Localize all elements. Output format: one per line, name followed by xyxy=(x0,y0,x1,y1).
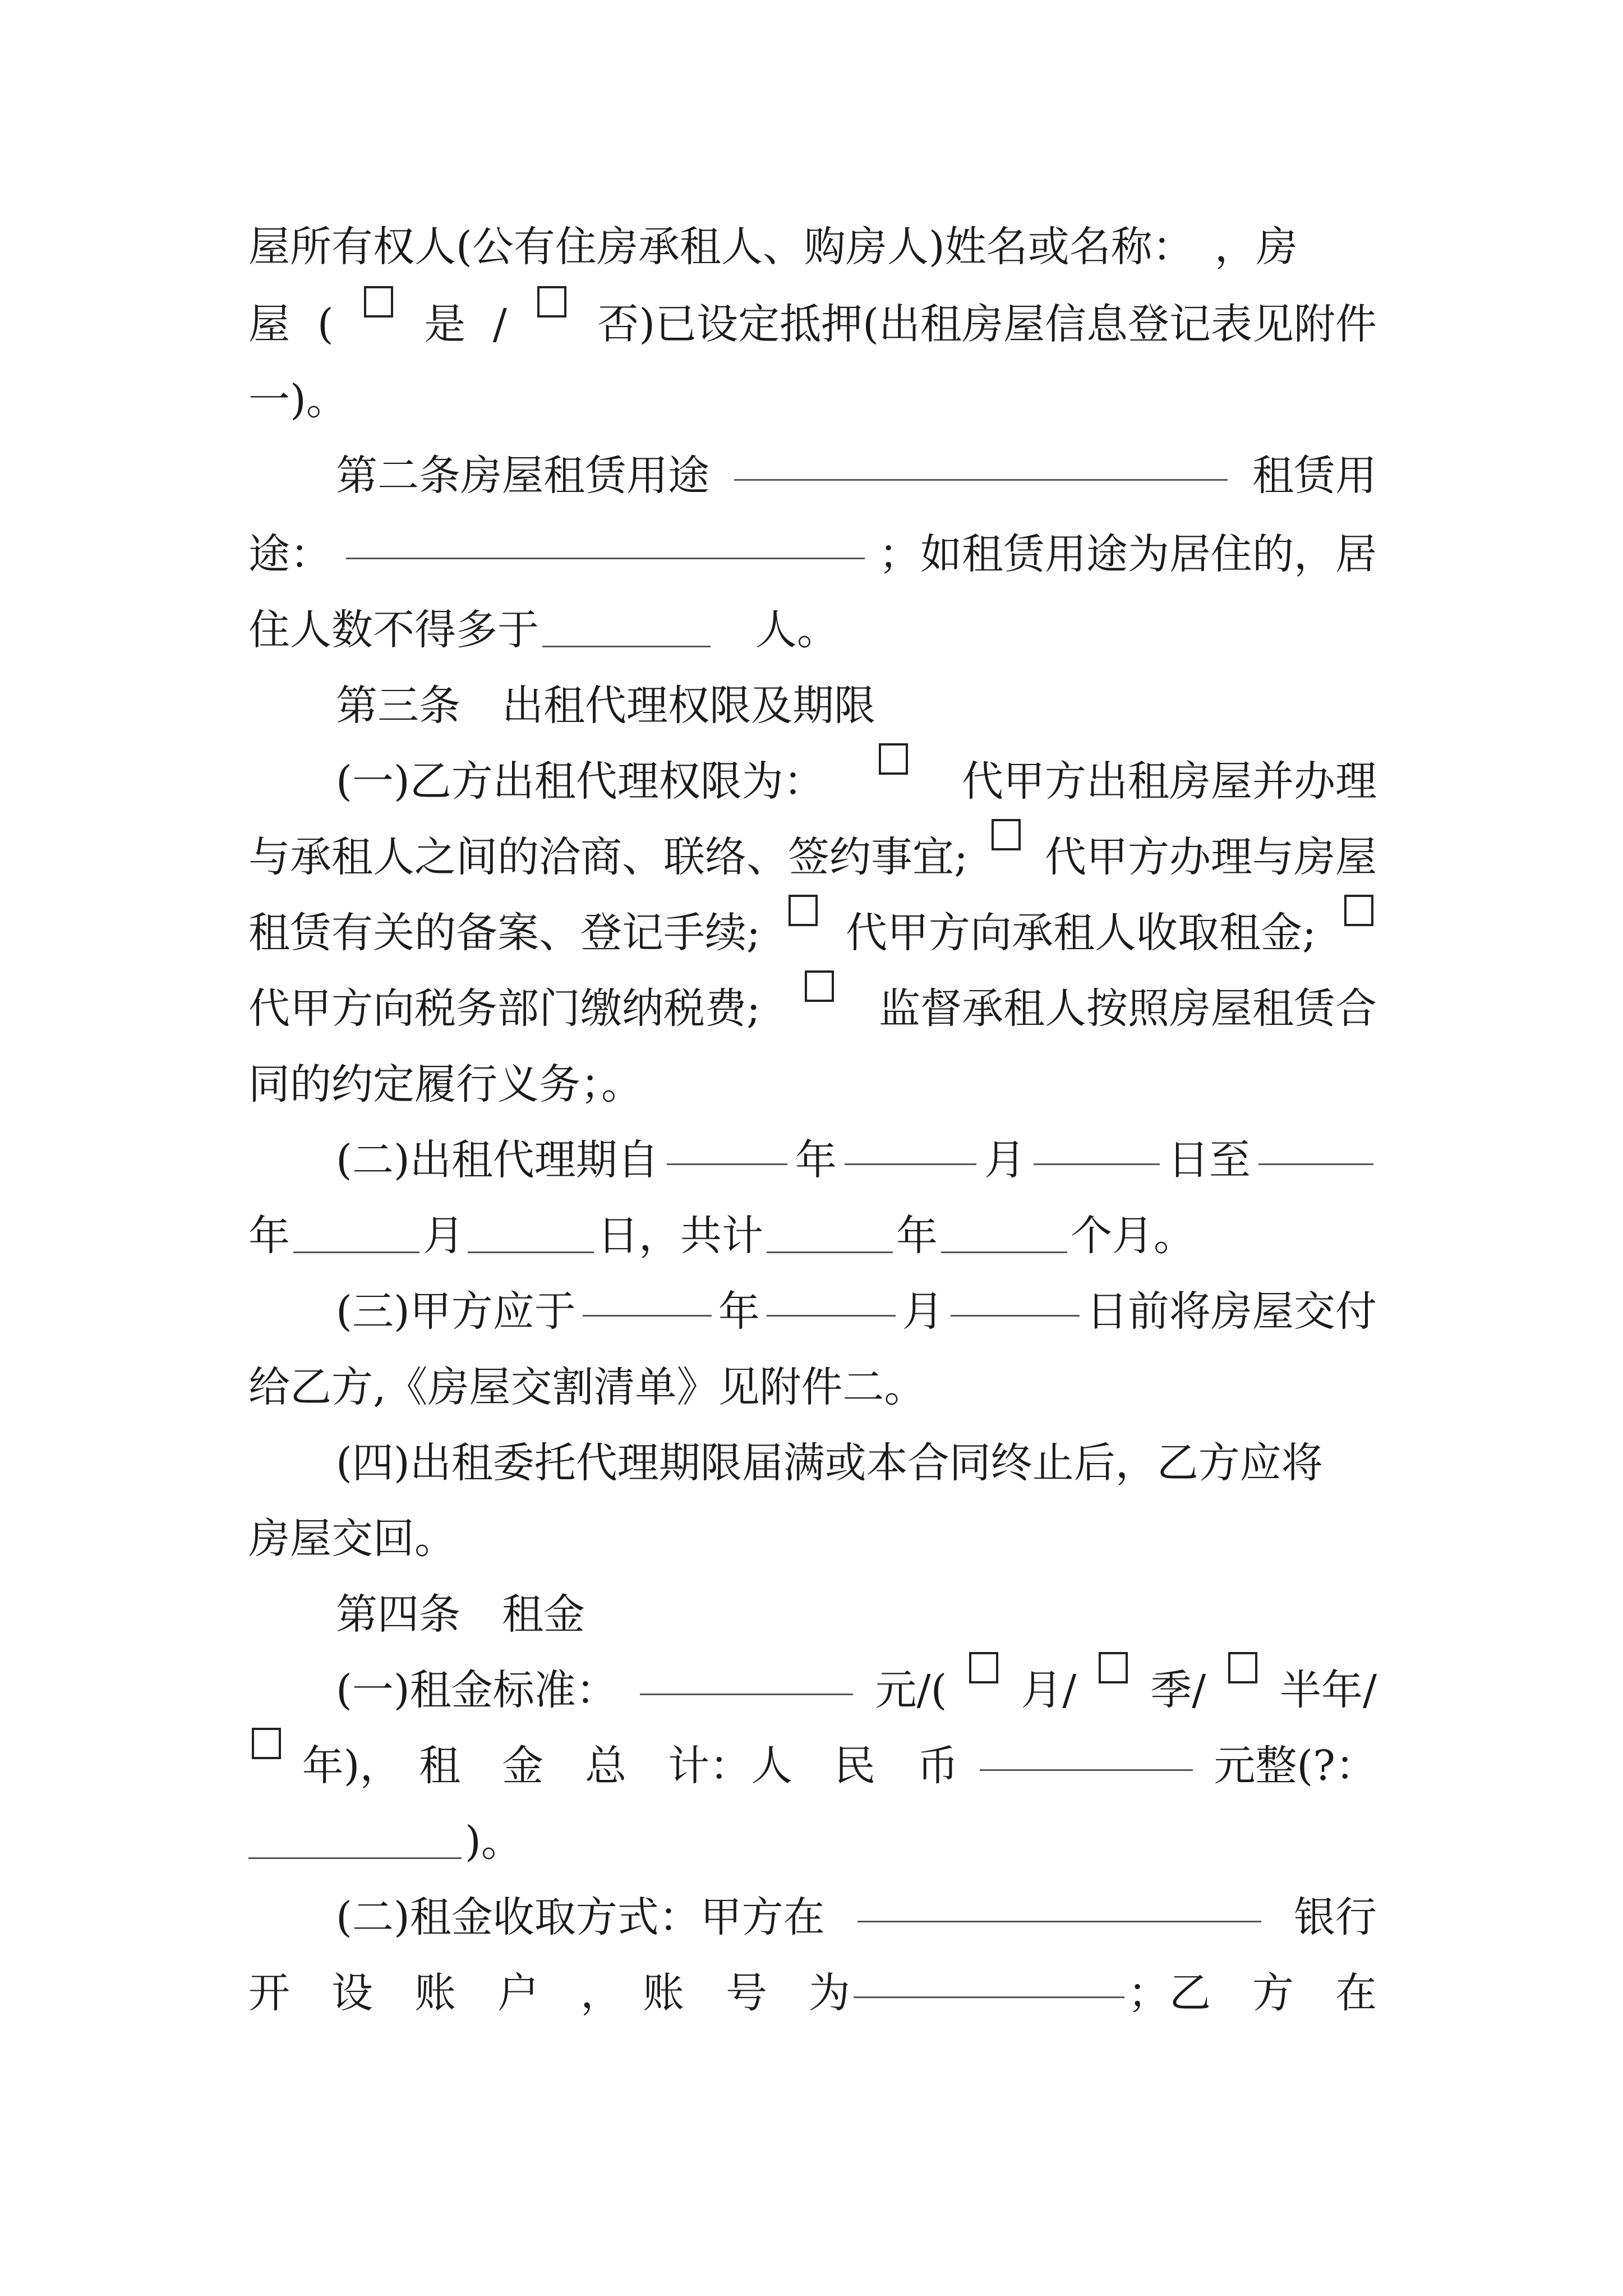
article3-text: 与承租人之间的洽商、联络、签约事宜; xyxy=(248,833,968,881)
article3-text: 日至 xyxy=(1167,1136,1251,1184)
article3-text: 代甲方出租房屋并办理 xyxy=(962,757,1377,806)
article3-text: (二)出租代理期自 xyxy=(336,1136,659,1184)
blank-field[interactable] xyxy=(542,604,711,647)
article3-p1-line-1 xyxy=(336,743,1377,820)
article3-text: (四)出租委托代理期限届满或本合同终止后，乙方应将 xyxy=(336,1439,1323,1487)
intro-text-3: 一)。 xyxy=(248,376,348,424)
blank-field[interactable] xyxy=(346,516,865,559)
blank-field[interactable] xyxy=(767,1273,896,1317)
article4-text: 元/( xyxy=(875,1666,947,1714)
article3-p2-line-2 xyxy=(248,1198,1377,1274)
article3-text: 代甲方向税务部门缴纳税费; xyxy=(248,984,760,1033)
article3-p3-line-1 xyxy=(336,1273,1377,1350)
article4-text: )。 xyxy=(465,1818,523,1866)
article3-text: 个月。 xyxy=(1071,1212,1195,1260)
checkbox-icon[interactable] xyxy=(1228,1652,1257,1683)
blank-field[interactable] xyxy=(293,1210,419,1253)
article3-text: 代甲方向承租人收取租金; xyxy=(846,909,1316,957)
article4-p1-line-3 xyxy=(248,1803,1377,1880)
blank-field[interactable] xyxy=(980,1728,1193,1771)
article3-p1-line-2 xyxy=(248,819,1377,896)
intro-line-2 xyxy=(248,286,1377,363)
article4-p2-line-1 xyxy=(336,1879,1377,1956)
article2-line-3 xyxy=(248,592,1377,669)
intro-text-1: 屋所有权人(公有住房承租人、购房人)姓名或名称： ，房 xyxy=(248,223,1298,271)
article4-text: 开 设 账 户 ， 账 号 为 xyxy=(248,1969,850,2017)
blank-field[interactable] xyxy=(857,1879,1261,1922)
article3-text: 房屋交回。 xyxy=(248,1515,456,1563)
intro-text-2c: 是 xyxy=(424,300,466,348)
intro-text-2e: 否)已设定抵押(出租房屋信息登记表见附件 xyxy=(597,300,1377,348)
checkbox-icon[interactable] xyxy=(1099,1652,1128,1683)
article2-line-1 xyxy=(336,438,1377,514)
article4-text: ；乙 方 在 xyxy=(1128,1969,1377,2017)
blank-field[interactable] xyxy=(1258,1122,1373,1165)
article4-text: 租 金 总 计：人 民 币 xyxy=(419,1742,959,1790)
article3-p4-line-2 xyxy=(248,1501,1377,1577)
blank-field[interactable] xyxy=(941,1210,1067,1253)
blank-field[interactable] xyxy=(854,1955,1124,1998)
article2-text: 途： xyxy=(248,530,331,578)
article3-text: 年 xyxy=(718,1287,760,1336)
article4-text: (二)租金收取方式：甲方在 xyxy=(336,1893,825,1941)
article3-text: 年 xyxy=(896,1212,938,1260)
intro-text-2d: / xyxy=(492,300,507,348)
article2-text: 人。 xyxy=(755,606,838,654)
article4-text: 年)， xyxy=(302,1742,402,1790)
article3-text: 月 xyxy=(423,1212,464,1260)
article3-text: 监督承租人按照房屋租赁合 xyxy=(879,984,1377,1033)
article3-p1-line-4 xyxy=(248,970,1377,1047)
blank-field[interactable] xyxy=(248,1816,462,1859)
intro-line-1 xyxy=(248,209,1377,286)
blank-field[interactable] xyxy=(667,1122,787,1165)
article4-heading-line xyxy=(336,1576,1377,1653)
blank-field[interactable] xyxy=(951,1273,1080,1317)
blank-field[interactable] xyxy=(734,438,1228,481)
intro-text-2b: ( xyxy=(317,300,334,348)
article2-text: 住人数不得多于 xyxy=(248,606,539,654)
article3-text: 租赁有关的备案、登记手续; xyxy=(248,909,760,957)
blank-field[interactable] xyxy=(640,1652,853,1695)
article4-text: 元整(?： xyxy=(1214,1742,1377,1790)
article3-text: (三)甲方应于 xyxy=(336,1287,576,1336)
article3-text: 日，共计 xyxy=(597,1212,763,1260)
checkbox-icon[interactable] xyxy=(969,1652,998,1683)
checkbox-icon[interactable] xyxy=(364,286,393,318)
article4-text: 银行 xyxy=(1294,1893,1377,1941)
checkbox-icon[interactable] xyxy=(805,970,834,1002)
article3-text: 年 xyxy=(795,1136,837,1184)
checkbox-icon[interactable] xyxy=(992,819,1021,850)
intro-line-3 xyxy=(248,362,1377,439)
article3-text: (一)乙方出租代理权限为： xyxy=(336,757,825,806)
article4-text: (一)租金标准： xyxy=(336,1666,617,1714)
checkbox-icon[interactable] xyxy=(252,1728,281,1759)
article3-text: 年 xyxy=(248,1212,290,1260)
article3-text: 同的约定履行义务；。 xyxy=(248,1060,643,1108)
checkbox-icon[interactable] xyxy=(789,895,818,926)
article3-heading: 第三条 出租代理权限及期限 xyxy=(336,682,875,730)
article4-p1-line-1 xyxy=(336,1652,1377,1729)
checkbox-icon[interactable] xyxy=(879,743,908,775)
article2-line-2 xyxy=(248,516,1377,593)
article3-text: 代甲方办理与房屋 xyxy=(1045,833,1377,881)
blank-field[interactable] xyxy=(583,1273,712,1317)
checkbox-icon[interactable] xyxy=(537,286,566,318)
article3-text: 日前将房屋交付 xyxy=(1086,1287,1377,1336)
article3-p2-line-1 xyxy=(336,1122,1377,1199)
article4-p1-line-2 xyxy=(248,1728,1377,1805)
article3-p3-line-2 xyxy=(248,1349,1377,1426)
intro-text-2a: 屋 xyxy=(248,300,290,348)
blank-field[interactable] xyxy=(1034,1122,1160,1165)
blank-field[interactable] xyxy=(767,1210,893,1253)
article3-heading-line xyxy=(336,668,1377,744)
article4-p2-line-2 xyxy=(248,1955,1377,2032)
article2-text: 租赁用 xyxy=(1252,452,1377,500)
article2-heading: 第二条房屋租赁用途 xyxy=(336,452,709,500)
article4-text: 半年/ xyxy=(1280,1666,1377,1714)
article2-text: ；如租赁用途为居住的，居 xyxy=(879,530,1377,578)
article4-text: 月/ xyxy=(1021,1666,1077,1714)
blank-field[interactable] xyxy=(468,1210,594,1253)
article3-text: 月 xyxy=(902,1287,944,1336)
article3-p1-line-5 xyxy=(248,1046,1377,1123)
article4-text: 季/ xyxy=(1150,1666,1206,1714)
article3-text: 月 xyxy=(984,1136,1026,1184)
article3-p4-line-1 xyxy=(336,1425,1377,1502)
article4-heading: 第四条 租金 xyxy=(336,1590,585,1639)
blank-field[interactable] xyxy=(845,1122,976,1165)
article3-text: 给乙方,《房屋交割清单》见附件二。 xyxy=(248,1363,926,1411)
checkbox-icon[interactable] xyxy=(1344,895,1373,926)
article3-p1-line-3 xyxy=(248,895,1377,972)
